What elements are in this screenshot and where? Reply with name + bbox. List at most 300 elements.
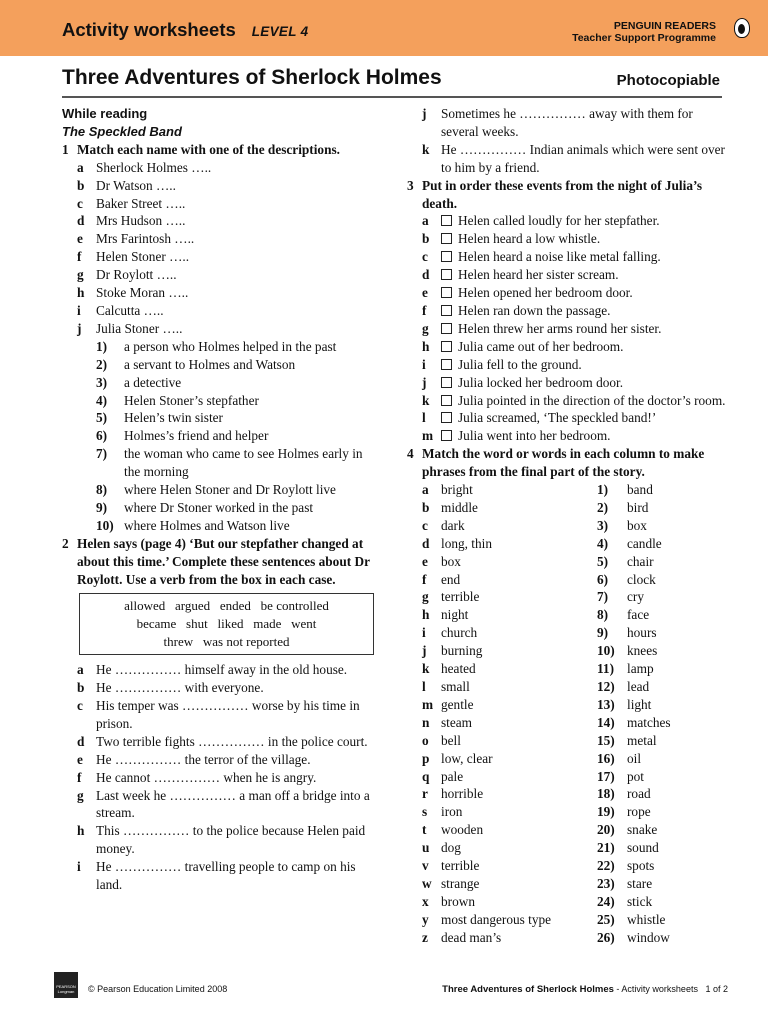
order-checkbox[interactable] (441, 269, 452, 280)
item-number: 6) (96, 428, 108, 444)
table-row (407, 911, 727, 929)
list-item (62, 661, 382, 679)
row-number: 25) (597, 911, 615, 927)
row-letter: e (422, 553, 428, 569)
row-number: 26) (597, 929, 615, 945)
item-letter: j (77, 320, 82, 336)
list-item (62, 769, 382, 787)
first-word: pale (441, 768, 464, 784)
list-item (62, 858, 382, 894)
item-letter: b (77, 177, 85, 193)
table-row (407, 803, 727, 821)
table-row (407, 624, 727, 642)
item-letter: m (422, 428, 434, 444)
second-word: band (627, 482, 653, 498)
list-item (407, 374, 727, 392)
question-3 (407, 177, 727, 213)
list-item (62, 517, 382, 535)
first-word: strange (441, 875, 480, 891)
row-letter: r (422, 786, 428, 802)
row-letter: b (422, 499, 430, 515)
item-text: He …………… Indian animals which were sent over to him by a friend. (441, 141, 725, 175)
table-row (407, 750, 727, 768)
list-item (407, 141, 727, 177)
item-text: the woman who came to see Holmes early in the morning (124, 446, 363, 480)
table-row (407, 696, 727, 714)
row-letter: y (422, 911, 429, 927)
second-word: metal (627, 732, 657, 748)
list-item (62, 338, 382, 356)
table-row (407, 571, 727, 589)
row-letter: q (422, 768, 430, 784)
copyright-text: © Pearson Education Limited 2008 (88, 984, 228, 994)
item-text: Julia fell to the ground. (458, 356, 582, 372)
table-row (407, 553, 727, 571)
table-row (407, 535, 727, 553)
table-row (407, 768, 727, 786)
second-word: clock (627, 571, 656, 587)
brand-line-2: Teacher Support Programme (572, 32, 716, 44)
item-text: Stoke Moran ….. (96, 285, 189, 301)
order-checkbox[interactable] (441, 395, 452, 406)
second-word: oil (627, 750, 642, 766)
item-letter: e (77, 231, 83, 247)
first-word: end (441, 571, 461, 587)
item-letter: j (422, 106, 427, 121)
item-text: Helen Stoner’s stepfather (124, 392, 259, 408)
first-word: bright (441, 482, 473, 498)
verb-box-line: became shut liked made went (136, 616, 317, 632)
row-letter: j (422, 643, 427, 659)
row-number: 5) (597, 553, 609, 569)
item-number: 3) (96, 374, 108, 390)
first-word: terrible (441, 858, 480, 874)
table-row (407, 660, 727, 678)
table-row (407, 642, 727, 660)
row-number: 7) (597, 589, 609, 605)
row-number: 23) (597, 875, 615, 891)
item-text: Julia screamed, ‘The speckled band!’ (458, 410, 657, 426)
second-word: knees (627, 643, 658, 659)
item-text: Baker Street ….. (96, 195, 186, 211)
first-word: brown (441, 893, 475, 909)
table-row (407, 839, 727, 857)
first-word: small (441, 679, 470, 694)
story-title: The Speckled Band (62, 123, 182, 139)
item-text: Julia pointed in the direction of the doctor’s room. (458, 392, 726, 408)
second-word: face (627, 607, 650, 623)
list-item (407, 284, 727, 302)
item-number: 1) (96, 338, 108, 354)
item-letter: i (422, 356, 426, 372)
second-word: matches (627, 714, 671, 730)
row-number: 15) (597, 732, 615, 748)
item-text: He …………… with everyone. (96, 680, 264, 696)
first-word: long, thin (441, 535, 492, 551)
first-word: heated (441, 661, 476, 677)
row-letter: x (422, 893, 429, 909)
row-letter: k (422, 661, 430, 677)
list-item (407, 427, 727, 445)
item-letter: f (422, 302, 427, 318)
row-number: 3) (597, 517, 609, 533)
first-word: horrible (441, 786, 484, 802)
second-word: window (627, 929, 670, 945)
item-letter: a (77, 159, 84, 175)
row-number: 21) (597, 840, 615, 856)
item-text: He cannot …………… when he is angry. (96, 769, 317, 785)
item-text: Helen Stoner ….. (96, 249, 190, 265)
row-letter: p (422, 750, 430, 766)
question-2 (62, 535, 382, 589)
question-number: 4 (407, 446, 414, 462)
item-letter: e (422, 285, 428, 301)
question-number: 3 (407, 177, 414, 193)
list-item (407, 338, 727, 356)
row-letter: i (422, 625, 426, 641)
item-text: Julia came out of her bedroom. (458, 338, 624, 354)
worksheet-title (62, 19, 308, 41)
item-letter: h (77, 285, 85, 301)
table-row (407, 678, 727, 696)
item-letter: l (422, 410, 426, 426)
item-text: where Holmes and Watson live (124, 517, 290, 533)
order-checkbox[interactable] (441, 233, 452, 244)
table-row (407, 732, 727, 750)
item-text: a servant to Holmes and Watson (124, 356, 296, 372)
order-checkbox[interactable] (441, 305, 452, 316)
second-word: lead (627, 679, 650, 694)
page-title: Three Adventures of Sherlock Holmes (62, 66, 442, 89)
row-number: 13) (597, 696, 615, 712)
item-text: Helen threw her arms round her sister. (458, 320, 662, 336)
item-text: His temper was …………… worse by his time in prison. (96, 698, 360, 731)
item-text: Julia went into her bedroom. (458, 428, 611, 444)
question-text: Helen says (page 4) ‘But our stepfather changed at about this time.’ Complete these sentences about Dr Roylott. Use a verb from the box in each case. (77, 535, 370, 587)
item-letter: h (422, 338, 430, 354)
footer-doc-title: Three Adventures of Sherlock Holmes (442, 984, 614, 995)
item-letter: i (77, 859, 81, 875)
list-item (62, 248, 382, 266)
order-checkbox[interactable] (441, 323, 452, 334)
q1-descriptions-list (62, 338, 382, 535)
table-row (407, 588, 727, 606)
row-number: 19) (597, 804, 615, 820)
verb-box (79, 593, 374, 655)
order-checkbox[interactable] (441, 359, 452, 370)
row-number: 10) (597, 643, 615, 659)
table-row (407, 606, 727, 624)
item-text: Helen ran down the passage. (458, 302, 611, 318)
row-number: 12) (597, 679, 615, 694)
order-checkbox[interactable] (441, 430, 452, 441)
list-item (62, 409, 382, 427)
order-checkbox[interactable] (441, 341, 452, 352)
order-checkbox[interactable] (441, 287, 452, 298)
item-number: 4) (96, 392, 108, 408)
q2-items-list-continued (407, 105, 727, 177)
item-letter: c (77, 698, 83, 713)
first-word: dog (441, 840, 461, 856)
list-item (62, 374, 382, 392)
list-item (62, 195, 382, 213)
list-item (62, 481, 382, 499)
row-letter: f (422, 571, 427, 587)
item-letter: g (422, 320, 429, 336)
penguin-logo-icon (734, 18, 750, 38)
list-item (407, 212, 727, 230)
item-number: 5) (96, 410, 108, 426)
row-letter: s (422, 804, 428, 820)
row-number: 16) (597, 750, 615, 766)
item-letter: e (77, 751, 83, 767)
item-number: 8) (96, 482, 108, 498)
order-checkbox[interactable] (441, 377, 452, 388)
item-text: Helen heard her sister scream. (458, 267, 619, 283)
list-item (407, 409, 727, 427)
list-item (62, 356, 382, 374)
list-item (407, 230, 727, 248)
second-word: sound (627, 840, 659, 856)
second-word: snake (627, 822, 658, 838)
row-number: 6) (597, 571, 609, 587)
first-word: dark (441, 517, 465, 533)
second-word: bird (627, 499, 649, 515)
first-word: steam (441, 714, 473, 730)
item-letter: a (422, 213, 429, 229)
question-text: Put in order these events from the night of Julia’s death. (422, 177, 703, 211)
list-item (407, 105, 727, 141)
item-letter: d (77, 733, 85, 749)
list-item (62, 284, 382, 302)
table-row (407, 517, 727, 535)
worksheet-title-text: Activity worksheets (62, 19, 236, 40)
second-word: stick (627, 893, 653, 909)
question-text: Match the word or words in each column to make phrases from the final part of the story. (422, 446, 705, 480)
item-text: a person who Holmes helped in the past (124, 338, 337, 354)
first-word: church (441, 625, 478, 641)
item-letter: j (422, 374, 427, 390)
list-item (62, 445, 382, 481)
list-item (407, 266, 727, 284)
second-word: candle (627, 535, 662, 551)
row-letter: n (422, 714, 430, 730)
first-word: dead man’s (441, 929, 502, 945)
item-letter: g (77, 267, 84, 283)
item-text: Two terrible fights …………… in the police court. (96, 733, 368, 749)
order-checkbox[interactable] (441, 215, 452, 226)
list-item (407, 248, 727, 266)
item-text: Last week he …………… a man off a bridge into a stream. (96, 787, 370, 821)
item-text: Sometimes he …………… away with them for several weeks. (441, 106, 693, 139)
first-word: bell (441, 732, 461, 748)
list-item (62, 697, 382, 733)
order-checkbox[interactable] (441, 251, 452, 262)
item-text: Helen’s twin sister (124, 410, 223, 426)
list-item (62, 212, 382, 230)
item-text: Helen heard a noise like metal falling. (458, 249, 661, 265)
section-heading: While reading (62, 106, 148, 121)
title-divider (62, 96, 722, 98)
item-letter: i (77, 302, 81, 318)
item-text: He …………… himself away in the old house. (96, 662, 348, 678)
photocopiable-label: Photocopiable (616, 72, 720, 89)
item-letter: b (422, 231, 430, 247)
footer-doc-suffix: - Activity worksheets (613, 984, 698, 994)
second-word: spots (627, 858, 655, 874)
item-number: 10) (96, 517, 114, 533)
item-letter: d (422, 267, 430, 283)
row-number: 4) (597, 535, 609, 551)
second-word: cry (627, 589, 644, 605)
item-letter: d (77, 213, 85, 229)
item-text: Julia locked her bedroom door. (458, 374, 624, 390)
row-letter: m (422, 696, 434, 712)
verb-box-line: allowed argued ended be controlled (124, 598, 329, 614)
item-text: Helen heard a low whistle. (458, 231, 601, 247)
row-number: 11) (597, 661, 614, 677)
row-letter: c (422, 517, 428, 533)
table-row (407, 714, 727, 732)
second-word: chair (627, 553, 654, 569)
item-letter: k (422, 141, 430, 157)
row-number: 2) (597, 499, 609, 515)
item-text: Mrs Hudson ….. (96, 213, 186, 229)
first-word: low, clear (441, 750, 493, 766)
row-letter: d (422, 535, 430, 551)
item-letter: h (77, 823, 85, 839)
list-item (62, 392, 382, 410)
pearson-longman-logo: PEARSON Longman (54, 972, 78, 998)
item-letter: f (77, 249, 82, 265)
item-text: He …………… travelling people to camp on his land. (96, 859, 356, 893)
row-letter: t (422, 822, 427, 838)
second-word: light (627, 696, 652, 712)
right-column (407, 105, 727, 947)
item-number: 7) (96, 446, 108, 462)
order-checkbox[interactable] (441, 412, 452, 423)
list-item (62, 320, 382, 338)
row-letter: z (422, 929, 428, 945)
question-number: 2 (62, 535, 69, 551)
second-word: box (627, 517, 647, 533)
row-number: 8) (597, 607, 609, 623)
list-item (407, 302, 727, 320)
row-letter: o (422, 732, 429, 748)
first-word: gentle (441, 696, 474, 712)
question-text: Match each name with one of the descriptions. (77, 141, 340, 157)
row-letter: l (422, 679, 426, 694)
header-bar (0, 0, 768, 56)
item-number: 9) (96, 499, 108, 515)
first-word: burning (441, 643, 483, 659)
item-text: where Helen Stoner and Dr Roylott live (124, 482, 336, 498)
verb-box-line: threw was not reported (163, 634, 290, 650)
list-item (62, 302, 382, 320)
question-1 (62, 141, 382, 159)
second-word: whistle (627, 911, 666, 927)
row-letter: w (422, 875, 432, 891)
item-text: He …………… the terror of the village. (96, 751, 311, 767)
list-item (407, 392, 727, 410)
row-number: 18) (597, 786, 615, 802)
item-text: Holmes’s friend and helper (124, 428, 269, 444)
second-word: lamp (627, 661, 654, 677)
first-word: night (441, 607, 469, 623)
row-number: 14) (597, 714, 615, 730)
list-item (62, 427, 382, 445)
item-letter: k (422, 392, 430, 408)
item-number: 2) (96, 356, 108, 372)
list-item (62, 751, 382, 769)
row-number: 22) (597, 858, 615, 874)
row-number: 20) (597, 822, 615, 838)
left-column (62, 105, 382, 894)
list-item (62, 159, 382, 177)
list-item (62, 679, 382, 697)
question-4 (407, 445, 727, 481)
table-row (407, 481, 727, 499)
list-item (407, 320, 727, 338)
item-letter: a (77, 662, 84, 678)
first-word: wooden (441, 822, 484, 838)
q3-items-list (407, 212, 727, 445)
item-text: Helen called loudly for her stepfather. (458, 213, 660, 229)
footer-title (442, 984, 728, 995)
table-row (407, 499, 727, 517)
row-letter: u (422, 840, 430, 856)
row-number: 1) (597, 482, 609, 498)
item-letter: c (422, 249, 428, 265)
list-item (62, 230, 382, 248)
list-item (62, 733, 382, 751)
item-text: Mrs Farintosh ….. (96, 231, 195, 247)
table-row (407, 821, 727, 839)
row-letter: g (422, 589, 429, 605)
table-row (407, 857, 727, 875)
list-item (407, 356, 727, 374)
item-text: This …………… to the police because Helen paid money. (96, 823, 366, 857)
row-letter: h (422, 607, 430, 623)
item-text: where Dr Stoner worked in the past (124, 499, 314, 515)
first-word: box (441, 553, 461, 569)
table-row (407, 875, 727, 893)
list-item (62, 266, 382, 284)
row-number: 24) (597, 893, 615, 909)
brand-line-1: PENGUIN READERS (613, 20, 716, 32)
list-item (62, 177, 382, 195)
item-text: Sherlock Holmes ….. (96, 159, 212, 175)
item-letter: c (77, 195, 83, 211)
table-row (407, 785, 727, 803)
item-text: Helen opened her bedroom door. (458, 285, 633, 301)
row-letter: v (422, 858, 429, 874)
table-row (407, 893, 727, 911)
first-word: most dangerous type (441, 911, 552, 927)
item-letter: g (77, 787, 84, 803)
first-word: terrible (441, 589, 480, 605)
list-item (62, 822, 382, 858)
q4-match-table (407, 481, 727, 947)
item-text: Dr Roylott ….. (96, 267, 177, 283)
page-number: 1 of 2 (705, 984, 728, 994)
table-row (407, 929, 727, 947)
list-item (62, 499, 382, 517)
first-word: iron (441, 804, 463, 820)
item-letter: f (77, 769, 82, 785)
q2-items-list (62, 661, 382, 894)
second-word: stare (627, 875, 653, 891)
